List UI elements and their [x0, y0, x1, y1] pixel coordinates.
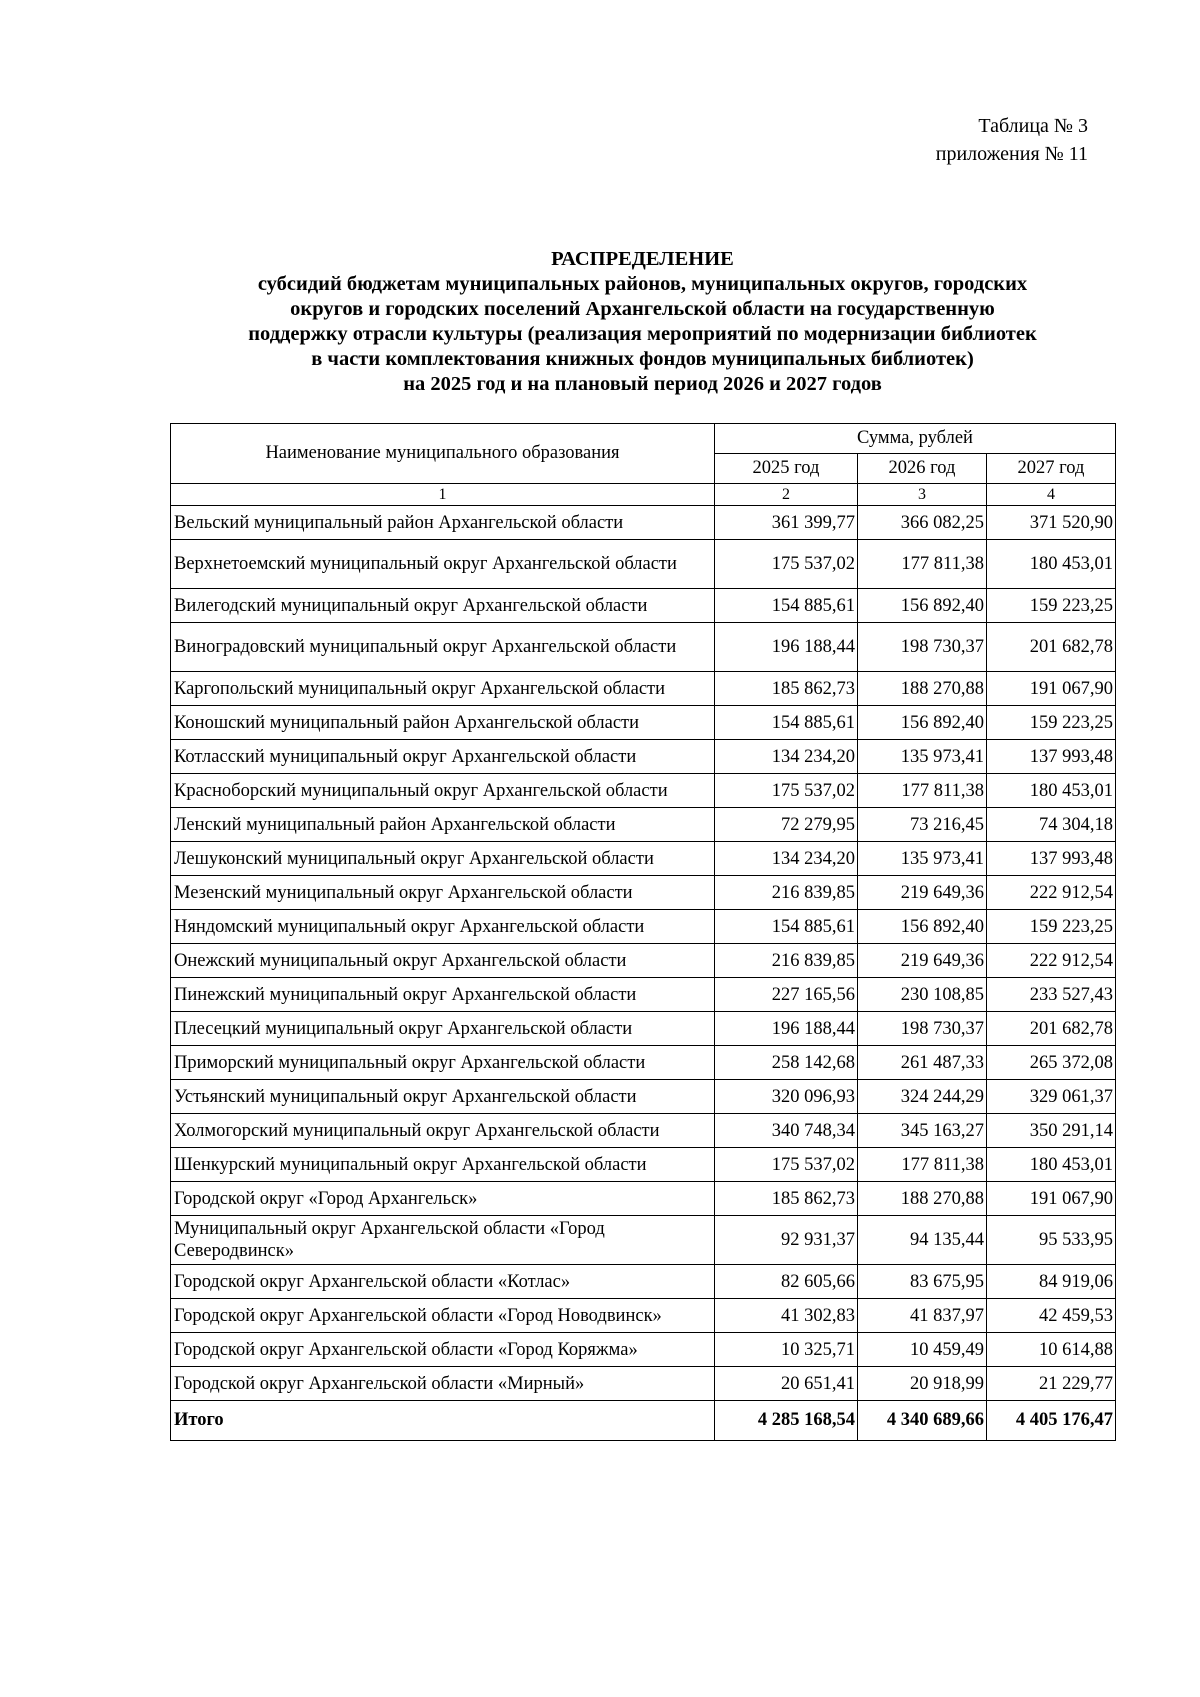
amount-2026: 188 270,88 — [858, 1182, 987, 1216]
amount-2027: 159 223,25 — [987, 910, 1116, 944]
amount-2026: 156 892,40 — [858, 910, 987, 944]
municipality-name: Котласский муниципальный округ Архангельской области — [171, 740, 715, 774]
amount-2025: 196 188,44 — [715, 1012, 858, 1046]
amount-2025: 175 537,02 — [715, 540, 858, 589]
amount-2026: 177 811,38 — [858, 540, 987, 589]
amount-2026: 230 108,85 — [858, 978, 987, 1012]
amount-2027: 191 067,90 — [987, 1182, 1116, 1216]
table-row — [171, 876, 1116, 910]
amount-2027: 265 372,08 — [987, 1046, 1116, 1080]
municipality-name: Красноборский муниципальный округ Архангельской области — [171, 774, 715, 808]
municipality-name: Приморский муниципальный округ Архангельской области — [171, 1046, 715, 1080]
amount-2027: 233 527,43 — [987, 978, 1116, 1012]
amount-2025: 258 142,68 — [715, 1046, 858, 1080]
table-row — [171, 506, 1116, 540]
amount-2025: 175 537,02 — [715, 774, 858, 808]
municipality-name: Городской округ Архангельской области «Город Новодвинск» — [171, 1299, 715, 1333]
amount-2025: 175 537,02 — [715, 1148, 858, 1182]
amount-2025: 134 234,20 — [715, 842, 858, 876]
municipality-name: Городской округ Архангельской области «Мирный» — [171, 1367, 715, 1401]
header-year-2027: 2027 год — [987, 454, 1116, 484]
table-row — [171, 1182, 1116, 1216]
municipality-name: Коношский муниципальный район Архангельской области — [171, 706, 715, 740]
amount-2027: 84 919,06 — [987, 1265, 1116, 1299]
table-row — [171, 978, 1116, 1012]
municipality-name: Виноградовский муниципальный округ Архангельской области — [171, 623, 715, 672]
amount-2026: 83 675,95 — [858, 1265, 987, 1299]
amount-2027: 74 304,18 — [987, 808, 1116, 842]
amount-2027: 180 453,01 — [987, 540, 1116, 589]
amount-2025: 92 931,37 — [715, 1216, 858, 1265]
municipality-name: Городской округ Архангельской области «Котлас» — [171, 1265, 715, 1299]
amount-2025: 185 862,73 — [715, 1182, 858, 1216]
table-row — [171, 774, 1116, 808]
municipality-name: Вельский муниципальный район Архангельской области — [171, 506, 715, 540]
amount-2026: 177 811,38 — [858, 1148, 987, 1182]
title-line: округов и городских поселений Архангельской области на государственную — [290, 298, 995, 320]
amount-2025: 154 885,61 — [715, 589, 858, 623]
amount-2026: 198 730,37 — [858, 1012, 987, 1046]
municipality-name: Каргопольский муниципальный округ Архангельской области — [171, 672, 715, 706]
amount-2026: 135 973,41 — [858, 740, 987, 774]
amount-2027: 42 459,53 — [987, 1299, 1116, 1333]
amount-2026: 156 892,40 — [858, 589, 987, 623]
municipality-name: Шенкурский муниципальный округ Архангельской области — [171, 1148, 715, 1182]
amount-2026: 261 487,33 — [858, 1046, 987, 1080]
amount-2025: 227 165,56 — [715, 978, 858, 1012]
amount-2027: 159 223,25 — [987, 589, 1116, 623]
municipality-name: Онежский муниципальный округ Архангельской области — [171, 944, 715, 978]
table-row — [171, 740, 1116, 774]
table-row — [171, 589, 1116, 623]
header-municipality-name: Наименование муниципального образования — [171, 424, 715, 484]
municipality-name: Ленский муниципальный район Архангельской области — [171, 808, 715, 842]
amount-2027: 21 229,77 — [987, 1367, 1116, 1401]
amount-2025: 134 234,20 — [715, 740, 858, 774]
amount-2027: 180 453,01 — [987, 774, 1116, 808]
table-row — [171, 842, 1116, 876]
amount-2025: 10 325,71 — [715, 1333, 858, 1367]
amount-2027: 201 682,78 — [987, 1012, 1116, 1046]
amount-2025: 41 302,83 — [715, 1299, 858, 1333]
amount-2025: 82 605,66 — [715, 1265, 858, 1299]
amount-2027: 350 291,14 — [987, 1114, 1116, 1148]
amount-2026: 177 811,38 — [858, 774, 987, 808]
table-row — [171, 910, 1116, 944]
amount-2026: 366 082,25 — [858, 506, 987, 540]
amount-2027: 191 067,90 — [987, 672, 1116, 706]
amount-2027: 95 533,95 — [987, 1216, 1116, 1265]
table-row — [171, 1367, 1116, 1401]
amount-2026: 41 837,97 — [858, 1299, 987, 1333]
distribution-table — [170, 423, 1116, 1441]
table-row — [171, 672, 1116, 706]
municipality-name: Вилегодский муниципальный округ Архангельской области — [171, 589, 715, 623]
table-row — [171, 1046, 1116, 1080]
table-row — [171, 540, 1116, 589]
document-title — [170, 247, 1115, 397]
table-row — [171, 1333, 1116, 1367]
reference-table-number: Таблица № 3 — [978, 115, 1088, 137]
amount-2025: 20 651,41 — [715, 1367, 858, 1401]
municipality-name: Устьянский муниципальный округ Архангельской области — [171, 1080, 715, 1114]
table-row — [171, 1080, 1116, 1114]
amount-2027: 222 912,54 — [987, 944, 1116, 978]
title-heading: РАСПРЕДЕЛЕНИЕ — [551, 248, 734, 270]
amount-2027: 137 993,48 — [987, 740, 1116, 774]
title-line: субсидий бюджетам муниципальных районов, муниципальных округов, городских — [257, 273, 1028, 295]
municipality-name: Пинежский муниципальный округ Архангельской области — [171, 978, 715, 1012]
amount-2027: 222 912,54 — [987, 876, 1116, 910]
column-number: 1 — [171, 484, 715, 506]
header-year-2026: 2026 год — [858, 454, 987, 484]
amount-2025: 361 399,77 — [715, 506, 858, 540]
amount-2027: 159 223,25 — [987, 706, 1116, 740]
municipality-name: Верхнетоемский муниципальный округ Архангельской области — [171, 540, 715, 589]
amount-2025: 185 862,73 — [715, 672, 858, 706]
amount-2027: 137 993,48 — [987, 842, 1116, 876]
amount-2027: 329 061,37 — [987, 1080, 1116, 1114]
municipality-name: Плесецкий муниципальный округ Архангельской области — [171, 1012, 715, 1046]
column-number: 4 — [987, 484, 1116, 506]
amount-2025: 196 188,44 — [715, 623, 858, 672]
amount-2026: 345 163,27 — [858, 1114, 987, 1148]
header-sum: Сумма, рублей — [715, 424, 1116, 454]
amount-2026: 135 973,41 — [858, 842, 987, 876]
amount-2026: 20 918,99 — [858, 1367, 987, 1401]
amount-2026: 188 270,88 — [858, 672, 987, 706]
total-2027: 4 405 176,47 — [987, 1401, 1116, 1441]
municipality-name: Городской округ Архангельской области «Город Коряжма» — [171, 1333, 715, 1367]
title-line: на 2025 год и на плановый период 2026 и 2027 годов — [403, 373, 882, 395]
amount-2026: 324 244,29 — [858, 1080, 987, 1114]
amount-2025: 72 279,95 — [715, 808, 858, 842]
header-year-2025: 2025 год — [715, 454, 858, 484]
title-line: в части комплектования книжных фондов муниципальных библиотек) — [311, 348, 974, 370]
municipality-name: Мезенский муниципальный округ Архангельской области — [171, 876, 715, 910]
amount-2025: 216 839,85 — [715, 944, 858, 978]
amount-2025: 216 839,85 — [715, 876, 858, 910]
amount-2027: 201 682,78 — [987, 623, 1116, 672]
municipality-name: Лешуконский муниципальный округ Архангельской области — [171, 842, 715, 876]
table-row — [171, 1299, 1116, 1333]
table-row — [171, 1148, 1116, 1182]
amount-2026: 94 135,44 — [858, 1216, 987, 1265]
amount-2026: 198 730,37 — [858, 623, 987, 672]
municipality-name: Холмогорский муниципальный округ Архангельской области — [171, 1114, 715, 1148]
amount-2025: 154 885,61 — [715, 706, 858, 740]
title-line: поддержку отрасли культуры (реализация мероприятий по модернизации библиотек — [248, 323, 1037, 345]
table-row — [171, 1114, 1116, 1148]
total-row — [171, 1401, 1116, 1441]
table-row — [171, 808, 1116, 842]
amount-2026: 73 216,45 — [858, 808, 987, 842]
amount-2025: 320 096,93 — [715, 1080, 858, 1114]
municipality-name: Няндомский муниципальный округ Архангельской области — [171, 910, 715, 944]
amount-2025: 154 885,61 — [715, 910, 858, 944]
table-row — [171, 1012, 1116, 1046]
total-label: Итого — [171, 1401, 715, 1441]
amount-2025: 340 748,34 — [715, 1114, 858, 1148]
total-2026: 4 340 689,66 — [858, 1401, 987, 1441]
table-row — [171, 623, 1116, 672]
table-row — [171, 944, 1116, 978]
table-row — [171, 1265, 1116, 1299]
amount-2027: 180 453,01 — [987, 1148, 1116, 1182]
column-number: 3 — [858, 484, 987, 506]
amount-2027: 371 520,90 — [987, 506, 1116, 540]
column-number: 2 — [715, 484, 858, 506]
table-row — [171, 706, 1116, 740]
table-row — [171, 1216, 1116, 1265]
reference-block — [936, 112, 1088, 168]
amount-2026: 156 892,40 — [858, 706, 987, 740]
amount-2026: 219 649,36 — [858, 876, 987, 910]
municipality-name: Муниципальный округ Архангельской области «Город Северодвинск» — [171, 1216, 715, 1265]
municipality-name: Городской округ «Город Архангельск» — [171, 1182, 715, 1216]
total-2025: 4 285 168,54 — [715, 1401, 858, 1441]
reference-appendix-number: приложения № 11 — [935, 143, 1088, 165]
amount-2026: 219 649,36 — [858, 944, 987, 978]
amount-2027: 10 614,88 — [987, 1333, 1116, 1367]
amount-2026: 10 459,49 — [858, 1333, 987, 1367]
table-body — [171, 506, 1116, 1401]
